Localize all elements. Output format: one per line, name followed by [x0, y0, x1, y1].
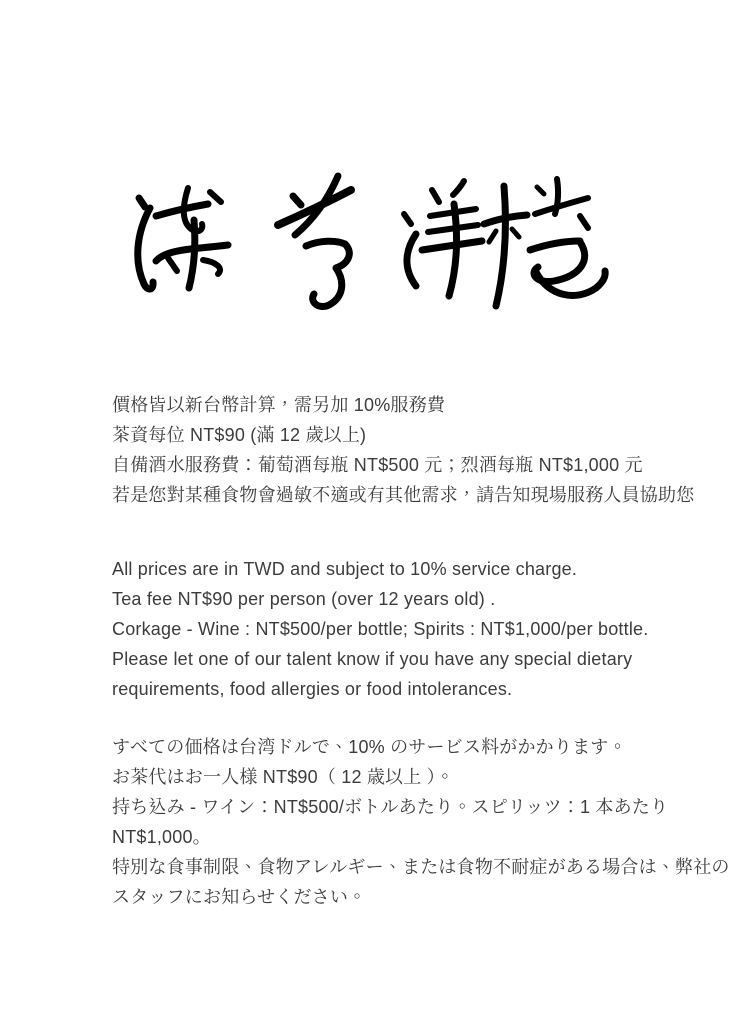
notice-block-english: [112, 554, 648, 704]
notice-line-ja-corkage-1: 持ち込み - ワイン：NT$500/ボトルあたり。スピリッツ：1 本あたり: [112, 797, 669, 817]
notice-line-zh-tea-fee: 茶資每位 NT$90 (滿 12 歲以上): [112, 425, 367, 445]
notice-line-zh-pricing: 價格皆以新台幣計算，需另加 10%服務費: [112, 395, 446, 415]
notice-line-ja-allergy-1: 特別な食事制限、食物アレルギー、または食物不耐症がある場合は、弊社の: [112, 857, 730, 877]
notice-line-en-tea-fee: Tea fee NT$90 per person (over 12 years old) .: [112, 589, 496, 609]
logo-calligraphy-icon: [128, 164, 610, 316]
restaurant-logo: [128, 164, 610, 316]
notice-block-chinese: [112, 390, 694, 510]
notice-line-zh-corkage: 自備酒水服務費：葡萄酒每瓶 NT$500 元；烈酒每瓶 NT$1,000 元: [112, 455, 643, 475]
notice-line-en-dietary-1: Please let one of our talent know if you have any special dietary: [112, 649, 633, 669]
notice-line-ja-pricing: すべての価格は台湾ドルで、10% のサービス料がかかります。: [112, 737, 627, 757]
notice-line-ja-allergy-2: スタッフにお知らせください。: [112, 887, 367, 907]
notice-block-japanese: [112, 732, 730, 912]
notice-line-en-corkage: Corkage - Wine : NT$500/per bottle; Spirits : NT$1,000/per bottle.: [112, 619, 649, 639]
notice-line-ja-corkage-2: NT$1,000。: [112, 827, 211, 847]
notice-line-en-pricing: All prices are in TWD and subject to 10% service charge.: [112, 559, 578, 579]
notice-line-zh-allergy: 若是您對某種食物會過敏不適或有其他需求，請告知現場服務人員協助您: [112, 485, 695, 505]
notice-line-en-dietary-2: requirements, food allergies or food intolerances.: [112, 679, 513, 699]
notice-line-ja-tea-fee: お茶代はお一人様 NT$90（ 12 歳以上 ）。: [112, 767, 455, 787]
